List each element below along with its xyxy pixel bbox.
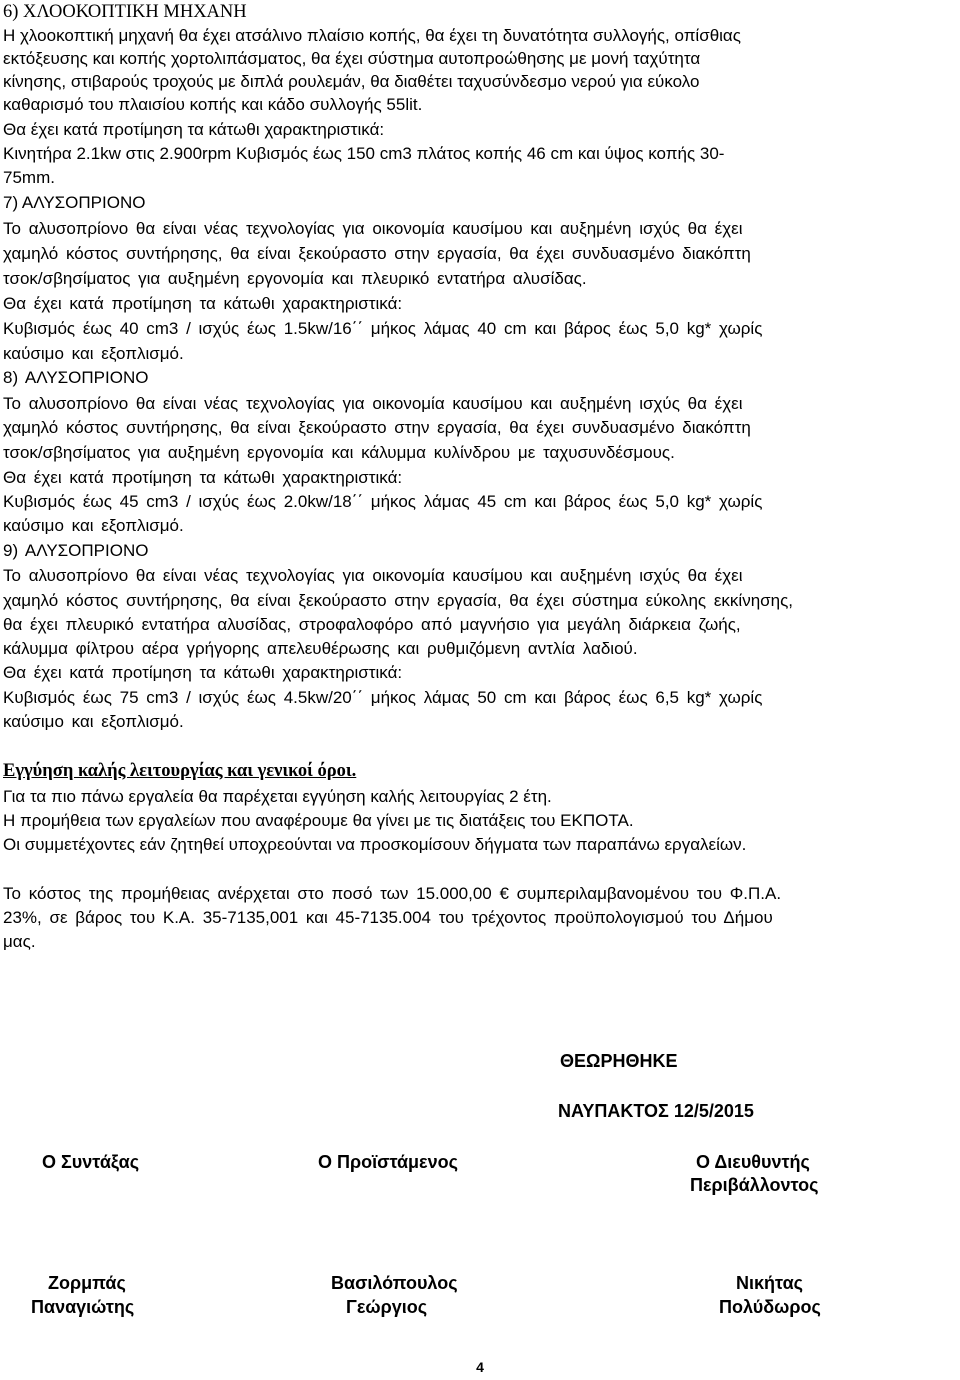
section-8-heading: 8) ΑΛΥΣΟΠΡΙΟΝΟ [3,368,149,387]
section-6-line: 75mm. [3,168,55,187]
role-composer: Ο Συντάξας [42,1152,140,1172]
signer-name: Γεώργιος [346,1297,428,1317]
section-6-line: Κινητήρα 2.1kw στις 2.900rpm Κυβισμός έως 150 cm3 πλάτος κοπής 46 cm και ύψος κοπής 30- [3,144,725,163]
signer-name: Παναγιώτης [31,1297,135,1317]
signer-name: Βασιλόπουλος [331,1273,458,1293]
section-8-line: τσοκ/σβησίματος για αυξημένη εργονομία και κάλυμμα κυλίνδρου με ταχυσυνδέσμους. [3,443,675,462]
cost-line: 23%, σε βάρος του Κ.Α. 35-7135,001 και 45-7135.004 του τρέχοντος προϋπολογισμού του Δήμου [3,908,773,927]
section-7-line: Θα έχει κατά προτίμηση τα κάτωθι χαρακτηριστικά: [3,294,403,313]
approval-seen: ΘΕΩΡΗΘΗΚΕ [560,1051,678,1071]
section-8-line: Κυβισμός έως 45 cm3 / ισχύς έως 2.0kw/18΄΄ μήκος λάμας 45 cm και βάρος έως 5,0 kg* χωρίς [3,492,763,511]
section-9-line: θα έχει πλευρικό εντατήρα αλυσίδας, στροφαλοφόρο από μαγνήσιο για μεγάλη διάρκεια ζωής, [3,615,741,634]
role-director-dept: Περιβάλλοντος [690,1175,819,1195]
section-6-line: Η χλοοκοπτική μηχανή θα έχει ατσάλινο πλαίσιο κοπής, θα έχει τη δυνατότητα συλλογής, οπίσθιας [3,26,741,45]
section-6-heading: 6) ΧΛΟΟΚΟΠΤΙΚΗ ΜΗΧΑΝΗ [3,2,247,22]
warranty-heading: Εγγύηση καλής λειτουργίας και γενικοί όροι. [3,761,357,781]
role-director: Ο Διευθυντής [696,1152,810,1172]
section-7-line: χαμηλό κόστος συντήρησης, θα είναι ξεκούραστο στην εργασία, θα έχει συνδυασμένο διακόπτη [3,244,751,263]
section-7-line: Το αλυσοπρίονο θα είναι νέας τεχνολογίας για οικονομία καυσίμου και αυξημένη ισχύς θα έχει [3,219,743,238]
section-8-line: Το αλυσοπρίονο θα είναι νέας τεχνολογίας για οικονομία καυσίμου και αυξημένη ισχύς θα έχει [3,394,743,413]
role-supervisor: Ο Προϊστάμενος [318,1152,458,1172]
section-6-line: καθαρισμό του πλαισίου κοπής και κάδο συλλογής 55lit. [3,95,423,114]
section-6-line: Θα έχει κατά προτίμηση τα κάτωθι χαρακτηριστικά: [3,120,385,139]
section-9-line: κάλυμμα φίλτρου αέρα γρήγορης απελευθέρωσης και ρυθμιζόμενη αντλία λαδιού. [3,639,638,658]
section-8-line: Θα έχει κατά προτίμηση τα κάτωθι χαρακτηριστικά: [3,468,403,487]
section-8-line: καύσιμο και εξοπλισμό. [3,516,184,535]
section-9-line: καύσιμο και εξοπλισμό. [3,712,184,731]
section-6-line: κίνησης, στιβαρούς τροχούς με διπλά ρουλεμάν, θα διαθέτει ταχυσύνδεσμο νερού για εύκολο [3,72,700,91]
signer-name: Πολύδωρος [719,1297,821,1317]
approval-place-date: ΝΑΥΠΑΚΤΟΣ 12/5/2015 [558,1101,754,1121]
section-7-line: καύσιμο και εξοπλισμό. [3,344,184,363]
section-8-line: χαμηλό κόστος συντήρησης, θα είναι ξεκούραστο στην εργασία, θα έχει συνδυασμένο διακόπτη [3,418,751,437]
page-number: 4 [476,1359,484,1375]
warranty-line: Οι συμμετέχοντες εάν ζητηθεί υποχρεούνται να προσκομίσουν δήγματα των παραπάνω εργαλείων. [3,835,747,854]
section-6-line: εκτόξευσης και κοπής χορτολιπάσματος, θα έχει σύστημα αυτοπροώθησης με μονή ταχύτητα [3,49,701,68]
warranty-line: Για τα πιο πάνω εργαλεία θα παρέχεται εγγύηση καλής λειτουργίας 2 έτη. [3,787,552,806]
section-9-line: χαμηλό κόστος συντήρησης, θα είναι ξεκούραστο στην εργασία, θα έχει σύστημα εύκολης εκκίνησης, [3,591,794,610]
signer-name: Νικήτας [736,1273,803,1293]
cost-line: μας. [3,932,36,951]
section-9-line: Κυβισμός έως 75 cm3 / ισχύς έως 4.5kw/20΄΄ μήκος λάμας 50 cm και βάρος έως 6,5 kg* χωρίς [3,688,763,707]
section-7-heading: 7) ΑΛΥΣΟΠΡΙΟΝΟ [3,193,146,212]
warranty-line: Η προμήθεια των εργαλείων που αναφέρουμε θα γίνει με τις διατάξεις του ΕΚΠΟΤΑ. [3,811,634,830]
section-9-heading: 9) ΑΛΥΣΟΠΡΙΟΝΟ [3,541,149,560]
section-9-line: Θα έχει κατά προτίμηση τα κάτωθι χαρακτηριστικά: [3,663,403,682]
cost-line: Το κόστος της προμήθειας ανέρχεται στο ποσό των 15.000,00 € συμπεριλαμβανομένου του Φ.Π.Α. [3,884,782,903]
section-7-line: τσοκ/σβησίματος για αυξημένη εργονομία και πλευρικό εντατήρα αλυσίδας. [3,269,587,288]
section-9-line: Το αλυσοπρίονο θα είναι νέας τεχνολογίας για οικονομία καυσίμου και αυξημένη ισχύς θα έχει [3,566,743,585]
signer-name: Ζορμπάς [48,1273,126,1293]
section-7-line: Κυβισμός έως 40 cm3 / ισχύς έως 1.5kw/16΄΄ μήκος λάμας 40 cm και βάρος έως 5,0 kg* χωρίς [3,319,763,338]
